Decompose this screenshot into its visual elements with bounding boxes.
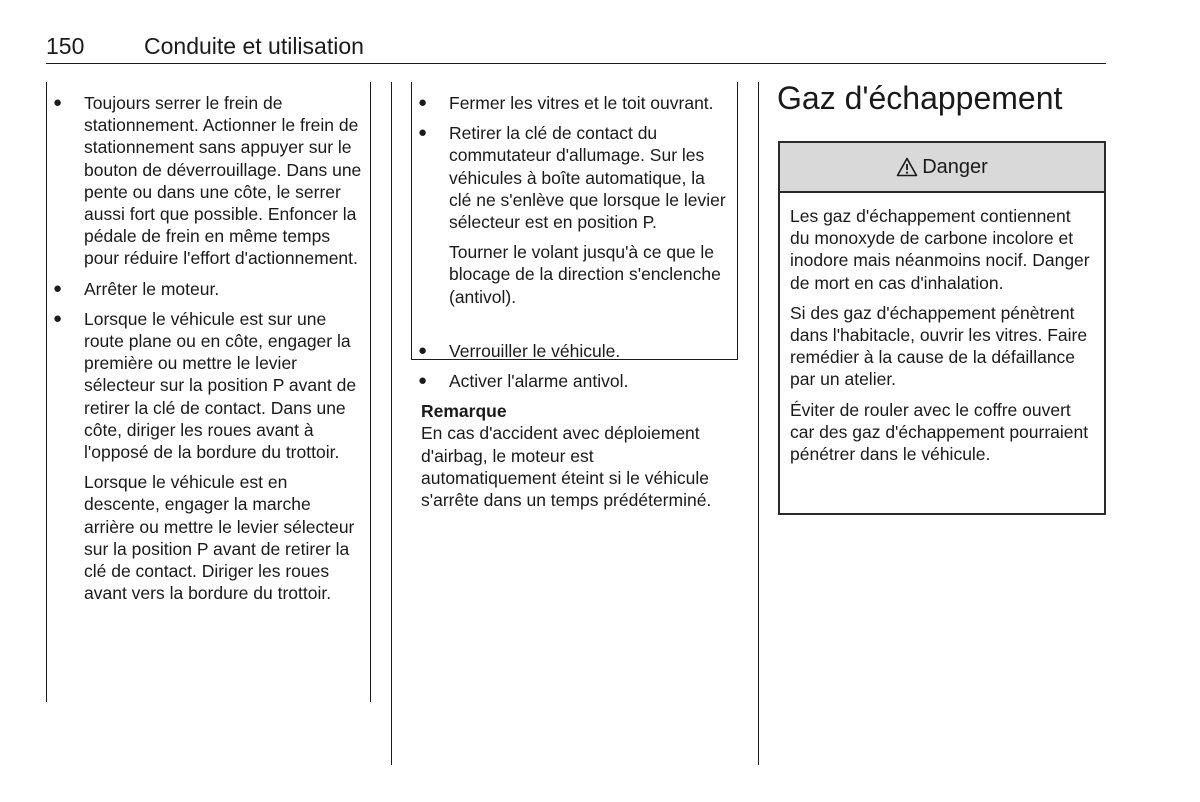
danger-paragraph: Éviter de rouler avec le coffre ouvert car des gaz d'échappement pourraient pénétrer dans le véhicule.	[790, 399, 1089, 465]
bullet-icon: ●	[418, 341, 428, 359]
section-title: Conduite et utilisation	[144, 33, 364, 59]
danger-box	[778, 141, 1106, 515]
page-number: 150	[46, 33, 85, 59]
list-item-text: Retirer la clé de contact du commutateur d'allumage. Sur les véhicules à boîte automatique, la clé ne s'enlève que lorsque le levier sélecteur est en position P.	[449, 123, 726, 233]
column-2	[411, 92, 729, 511]
column-divider-2	[758, 82, 759, 765]
list-item	[411, 340, 729, 362]
list-item	[411, 122, 729, 233]
danger-label: Danger	[922, 155, 988, 178]
list-item-text: Lorsque le véhicule est sur une route plane ou en côte, engager la première ou mettre le levier sélecteur sur la position P avant de retirer la clé de contact. Dans une côte, diriger les roues avant à l'opposé de la bordure du trottoir.	[84, 308, 357, 463]
list-item	[46, 92, 362, 270]
list-continuation: Tourner le volant jusqu'à ce que le blocage de la direction s'enclenche (antivol).	[449, 242, 721, 307]
col1-right-rule	[370, 82, 371, 702]
list-continuation: Lorsque le véhicule est en descente, engager la marche arrière ou mettre le levier sélecteur sur la position P avant de retirer la clé de contact. Diriger les roues avant vers la bordure du trottoir.	[84, 472, 355, 604]
list-item-text: Toujours serrer le frein de stationnement. Actionner le frein de stationnement sans appuyer sur le bouton de déverrouillage. Dans une pente ou dans une côte, le serrer aussi fort que possible. Enfoncer la pédale de frein en même temps pour réduire l'effort d'actionnement.	[84, 93, 362, 269]
list-item	[411, 92, 729, 114]
bullet-icon: ●	[418, 94, 428, 111]
note-text: En cas d'accident avec déploiement d'airbag, le moteur est automatiquement éteint si le véhicule s'arrête dans un temps prédéterminé.	[421, 423, 712, 511]
list-item-text: Fermer les vitres et le toit ouvrant.	[449, 93, 714, 113]
list-item	[46, 308, 362, 463]
column-1	[46, 92, 362, 612]
list-item-text: Activer l'alarme antivol.	[449, 371, 629, 392]
header-rule	[46, 63, 1106, 64]
bullet-icon: ●	[53, 94, 63, 111]
danger-paragraph: Si des gaz d'échappement pénètrent dans l'habitacle, ouvrir les vitres. Faire remédier à la cause de la défaillance par un atelier.	[790, 302, 1088, 390]
list-item-text: Arrêter le moteur.	[84, 278, 220, 299]
bullet-icon: ●	[418, 124, 428, 142]
bullet-icon: ●	[53, 279, 63, 297]
warning-triangle-icon	[896, 157, 918, 177]
list-item-text: Verrouiller le véhicule.	[449, 340, 621, 361]
note-heading: Remarque	[421, 401, 507, 422]
danger-body	[780, 193, 1104, 465]
section-heading: Gaz d'échappement	[777, 80, 1063, 116]
list-item	[46, 278, 362, 300]
bullet-icon: ●	[53, 309, 63, 327]
danger-header	[780, 143, 1104, 193]
column-divider-1	[391, 82, 392, 765]
danger-paragraph: Les gaz d'échappement contiennent du monoxyde de carbone incolore et inodore mais néanmoins nocif. Danger de mort en cas d'inhalation.	[790, 206, 1090, 293]
bullet-icon: ●	[418, 372, 428, 390]
list-item	[411, 370, 729, 392]
